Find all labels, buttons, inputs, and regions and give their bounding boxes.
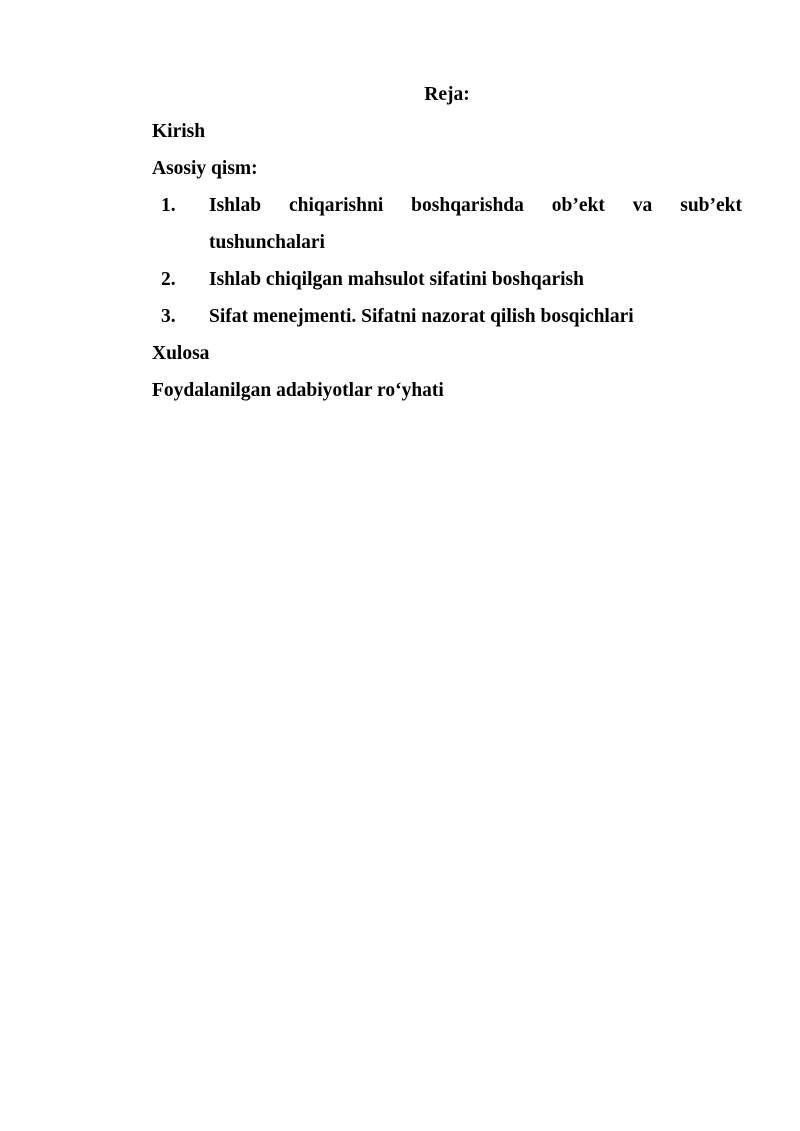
- list-item-text: Ishlab chiqarishni boshqarishda ob’ekt va sub’ekt tushunchalari: [209, 195, 742, 253]
- toc-numbered-list: [152, 187, 742, 335]
- toc-intro: Kirish: [152, 121, 206, 142]
- list-item: [152, 298, 742, 335]
- list-item-number: 2.: [161, 269, 176, 290]
- toc-references: Foydalanilgan adabiyotlar ro‘yhati: [152, 380, 444, 401]
- list-item: [152, 261, 742, 298]
- toc-main-heading: Asosiy qism:: [152, 158, 258, 179]
- toc-conclusion: Xulosa: [152, 343, 210, 364]
- list-item-number: 1.: [161, 195, 176, 216]
- list-item-text: Ishlab chiqilgan mahsulot sifatini boshqarish: [209, 269, 584, 290]
- list-item: [152, 187, 742, 261]
- list-item-number: 3.: [161, 306, 176, 327]
- list-item-text: Sifat menejmenti. Sifatni nazorat qilish bosqichlari: [209, 306, 634, 327]
- table-of-contents: [152, 76, 742, 409]
- page-title: Reja:: [424, 84, 470, 105]
